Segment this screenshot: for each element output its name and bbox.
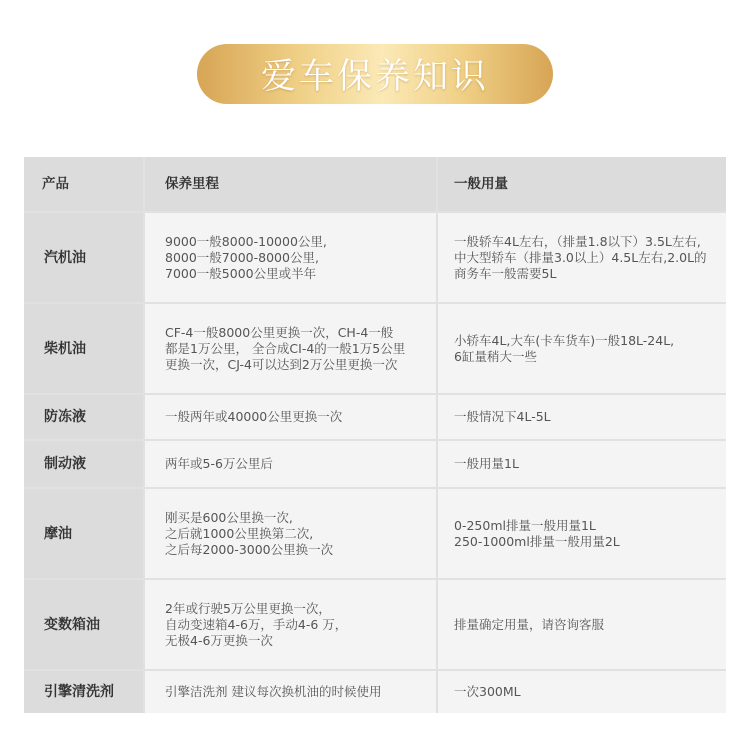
title-banner — [197, 44, 553, 104]
row-product: 变数箱油 — [24, 580, 143, 669]
table-header-row — [24, 157, 726, 211]
row-mileage: 9000一般8000-10000公里, 8000一般7000-8000公里, 7000一般5000公里或半年 — [145, 213, 436, 302]
table-row — [24, 395, 726, 439]
page-title: 爱车保养知识 — [260, 57, 489, 97]
row-usage: 小轿车4L,大车(卡车货车)一般18L-24L, 6缸量稍大一些 — [438, 304, 726, 393]
table-row — [24, 671, 726, 713]
row-product: 汽机油 — [24, 213, 143, 302]
row-usage: 一次300ML — [438, 671, 726, 713]
table-row — [24, 441, 726, 487]
row-mileage: 刚买是600公里换一次, 之后就1000公里换第二次, 之后每2000-3000公里换一次 — [145, 489, 436, 578]
row-product: 制动液 — [24, 441, 143, 487]
row-mileage: CF-4一般8000公里更换一次，CH-4一般 都是1万公里， 全合成CI-4的一般1万5公里 更换一次，CJ-4可以达到2万公里更换一次 — [145, 304, 436, 393]
row-mileage: 引擎洁洗剂 建议每次换机油的时候使用 — [145, 671, 436, 713]
row-product: 柴机油 — [24, 304, 143, 393]
row-usage: 一般用量1L — [438, 441, 726, 487]
row-product: 引擎清洗剂 — [24, 671, 143, 713]
row-product: 防冻液 — [24, 395, 143, 439]
row-usage: 0-250ml排量一般用量1L 250-1000ml排量一般用量2L — [438, 489, 726, 578]
row-mileage: 2年或行驶5万公里更换一次， 自动变速箱4-6万，手动4-6 万， 无极4-6万更换一次 — [145, 580, 436, 669]
row-mileage: 两年或5-6万公里后 — [145, 441, 436, 487]
table-row — [24, 213, 726, 302]
row-usage: 排量确定用量，请咨询客服 — [438, 580, 726, 669]
header-mileage: 保养里程 — [145, 157, 436, 211]
header-usage: 一般用量 — [438, 157, 726, 211]
table-row — [24, 304, 726, 393]
row-product: 摩油 — [24, 489, 143, 578]
maintenance-table — [24, 157, 726, 713]
row-mileage: 一般两年或40000公里更换一次 — [145, 395, 436, 439]
table-row — [24, 580, 726, 669]
table-row — [24, 489, 726, 578]
header-product: 产品 — [24, 157, 143, 211]
row-usage: 一般轿车4L左右，（排量1.8以下）3.5L左右, 中大型轿车（排量3.0以上）4.5L左右,2.0L的 商务车一般需要5L — [438, 213, 726, 302]
row-usage: 一般情况下4L-5L — [438, 395, 726, 439]
